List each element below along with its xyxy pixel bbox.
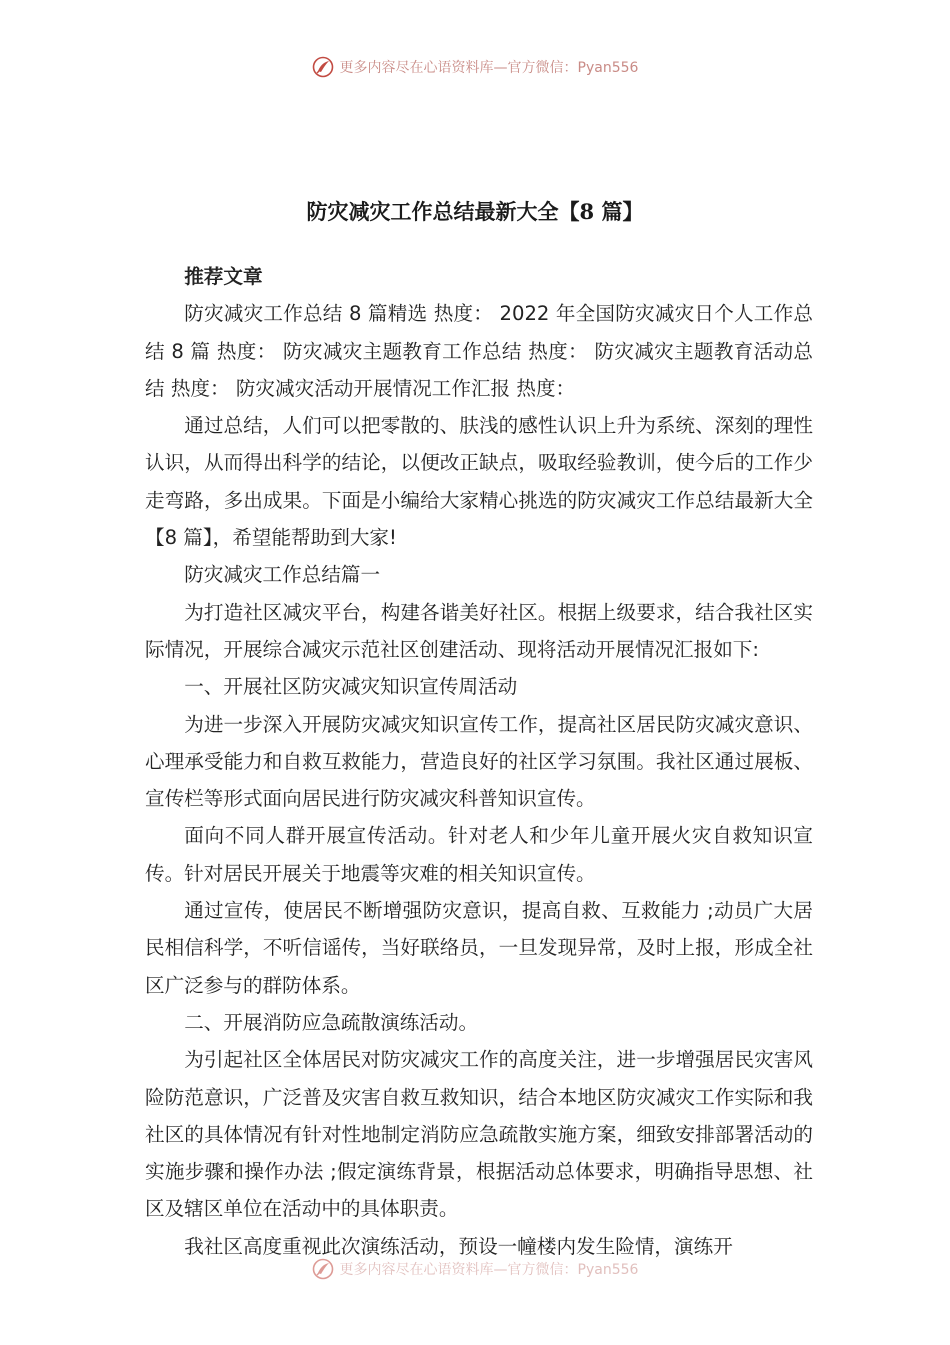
footer-watermark [0, 1258, 950, 1280]
brand-logo-icon [312, 56, 334, 78]
paragraph: 通过总结，人们可以把零散的、肤浅的感性认识上升为系统、深刻的理性认识，从而得出科学的结论，以便改正缺点，吸取经验教训，使今后的工作少走弯路，多出成果。下面是小编给大家精心挑选的防灾减灾工作总结最新大全【8 篇】，希望能帮助到大家! [145, 414, 813, 550]
paragraph: 防灾减灾工作总结篇一 [184, 563, 381, 587]
paragraph: 一、开展社区防灾减灾知识宣传周活动 [184, 675, 518, 699]
paragraph: 通过宣传，使居民不断增强防灾意识，提高自救、互救能力 ;动员广大居民相信科学，不听信谣传，当好联络员，一旦发现异常，及时上报，形成全社区广泛参与的群防体系。 [145, 899, 813, 997]
header-watermark [0, 56, 950, 78]
paragraph: 为进一步深入开展防灾减灾知识宣传工作，提高社区居民防灾减灾意识、心理承受能力和自救互救能力，营造良好的社区学习氛围。我社区通过展板、宣传栏等形式面向居民进行防灾减灾科普知识宣传。 [145, 712, 813, 811]
paragraph: 为打造社区减灾平台，构建各谐美好社区。根据上级要求，结合我社区实际情况，开展综合减灾示范社区创建活动、现将活动开展情况汇报如下: [145, 600, 813, 661]
watermark-text: 更多内容尽在心语资料库—官方微信：Pyan556 [339, 60, 639, 76]
section-heading: 推荐文章 [184, 265, 263, 288]
brand-logo-icon [312, 1258, 334, 1280]
paragraph: 防灾减灾工作总结 8 篇精选 热度： 2022 年全国防灾减灾日个人工作总结 8 篇 热度： 防灾减灾主题教育工作总结 热度： 防灾减灾主题教育活动总结 热度： 防灾减灾活动开展情况工作汇报 热度： [145, 302, 813, 400]
paragraph: 二、开展消防应急疏散演练活动。 [184, 1010, 479, 1034]
paragraph: 面向不同人群开展宣传活动。针对老人和少年儿童开展火灾自救知识宣传。针对居民开展关于地震等灾难的相关知识宣传。 [145, 824, 813, 885]
paragraph: 我社区高度重视此次演练活动，预设一幢楼内发生险情，演练开 [184, 1234, 733, 1258]
paragraph: 为引起社区全体居民对防灾减灾工作的高度关注，进一步增强居民灾害风险防范意识，广泛普及灾害自救互救知识，结合本地区防灾减灾工作实际和我社区的具体情况有针对性地制定消防应急疏散实施方案，细致安排部署活动的实施步骤和操作办法 ;假定演练背景，根据活动总体要求，明确指导思想、社区及辖区单位在活动中的具体职责。 [145, 1048, 813, 1221]
watermark-text: 更多内容尽在心语资料库—官方微信：Pyan556 [339, 1262, 639, 1278]
document-body [145, 258, 813, 1265]
document-title: 防灾减灾工作总结最新大全【8 篇】 [306, 199, 644, 224]
